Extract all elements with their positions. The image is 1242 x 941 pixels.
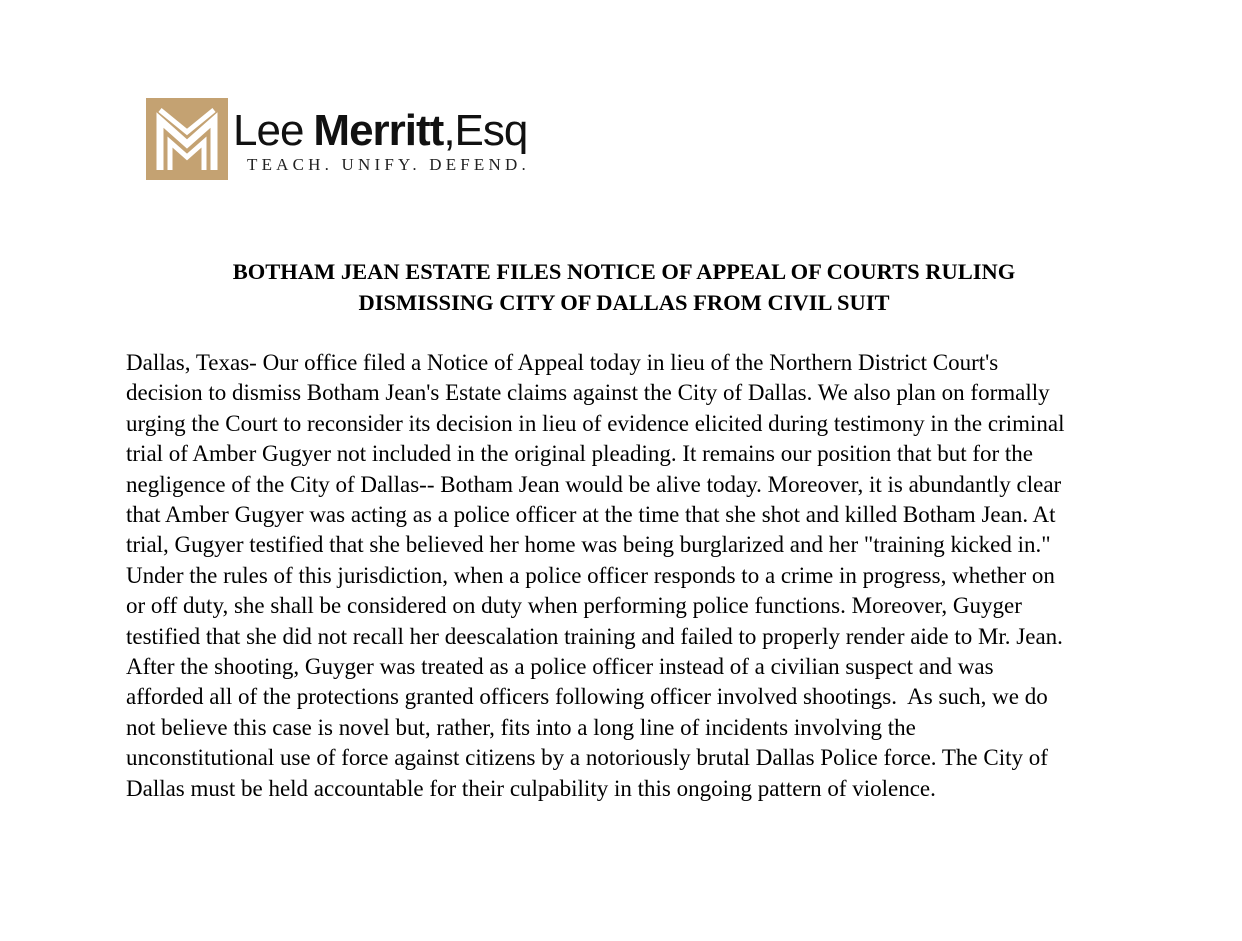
- body-line: that Amber Gugyer was acting as a police officer at the time that she shot and killed Botham Jean. At: [126, 502, 1056, 528]
- body-line: afforded all of the protections granted officers following officer involved shootings. As such, we do: [126, 684, 1048, 710]
- firm-name-suffix: ,Esq: [443, 106, 528, 155]
- body-line: decision to dismiss Botham Jean's Estate claims against the City of Dallas. We also plan on formally: [126, 380, 1050, 406]
- firm-name-first: Lee: [233, 106, 304, 155]
- body-line: unconstitutional use of force against citizens by a notoriously brutal Dallas Police force. The City of: [126, 745, 1048, 771]
- firm-tagline: TEACH. UNIFY. DEFEND.: [247, 155, 530, 174]
- press-release-title: [126, 256, 1122, 318]
- body-line: trial, Gugyer testified that she believed her home was being burglarized and her "training kicked in.": [126, 532, 1051, 558]
- body-line: Dallas, Texas- Our office filed a Notice of Appeal today in lieu of the Northern District Court's: [126, 350, 999, 375]
- press-release-body: [126, 348, 1126, 804]
- body-line: not believe this case is novel but, rather, fits into a long line of incidents involving the: [126, 714, 916, 740]
- firm-name: [233, 106, 530, 155]
- body-line: negligence of the City of Dallas-- Botham Jean would be alive today. Moreover, it is abundantly clear: [126, 471, 1062, 497]
- body-line: Dallas must be held accountable for their culpability in this ongoing pattern of violence.: [126, 775, 936, 801]
- logo-wordmark: [233, 98, 530, 180]
- lm-monogram-icon: [146, 98, 228, 180]
- title-line: DISMISSING CITY OF DALLAS FROM CIVIL SUIT: [358, 290, 890, 315]
- body-line: or off duty, she shall be considered on duty when performing police functions. Moreover, Guyger: [126, 593, 1022, 619]
- body-line: After the shooting, Guyger was treated as a police officer instead of a civilian suspect and was: [126, 654, 994, 680]
- firm-name-last: Merritt: [313, 106, 444, 155]
- body-line: trial of Amber Gugyer not included in the original pleading. It remains our position that but for the: [126, 441, 1034, 467]
- body-line: Under the rules of this jurisdiction, when a police officer responds to a crime in progress, whether on: [126, 562, 1055, 588]
- firm-logo: [146, 98, 530, 180]
- body-line: testified that she did not recall her deescalation training and failed to properly render aide to Mr. Jean.: [126, 623, 1063, 649]
- body-line: urging the Court to reconsider its decision in lieu of evidence elicited during testimony in the criminal: [126, 410, 1065, 436]
- title-line: BOTHAM JEAN ESTATE FILES NOTICE OF APPEAL OF COURTS RULING: [232, 259, 1016, 284]
